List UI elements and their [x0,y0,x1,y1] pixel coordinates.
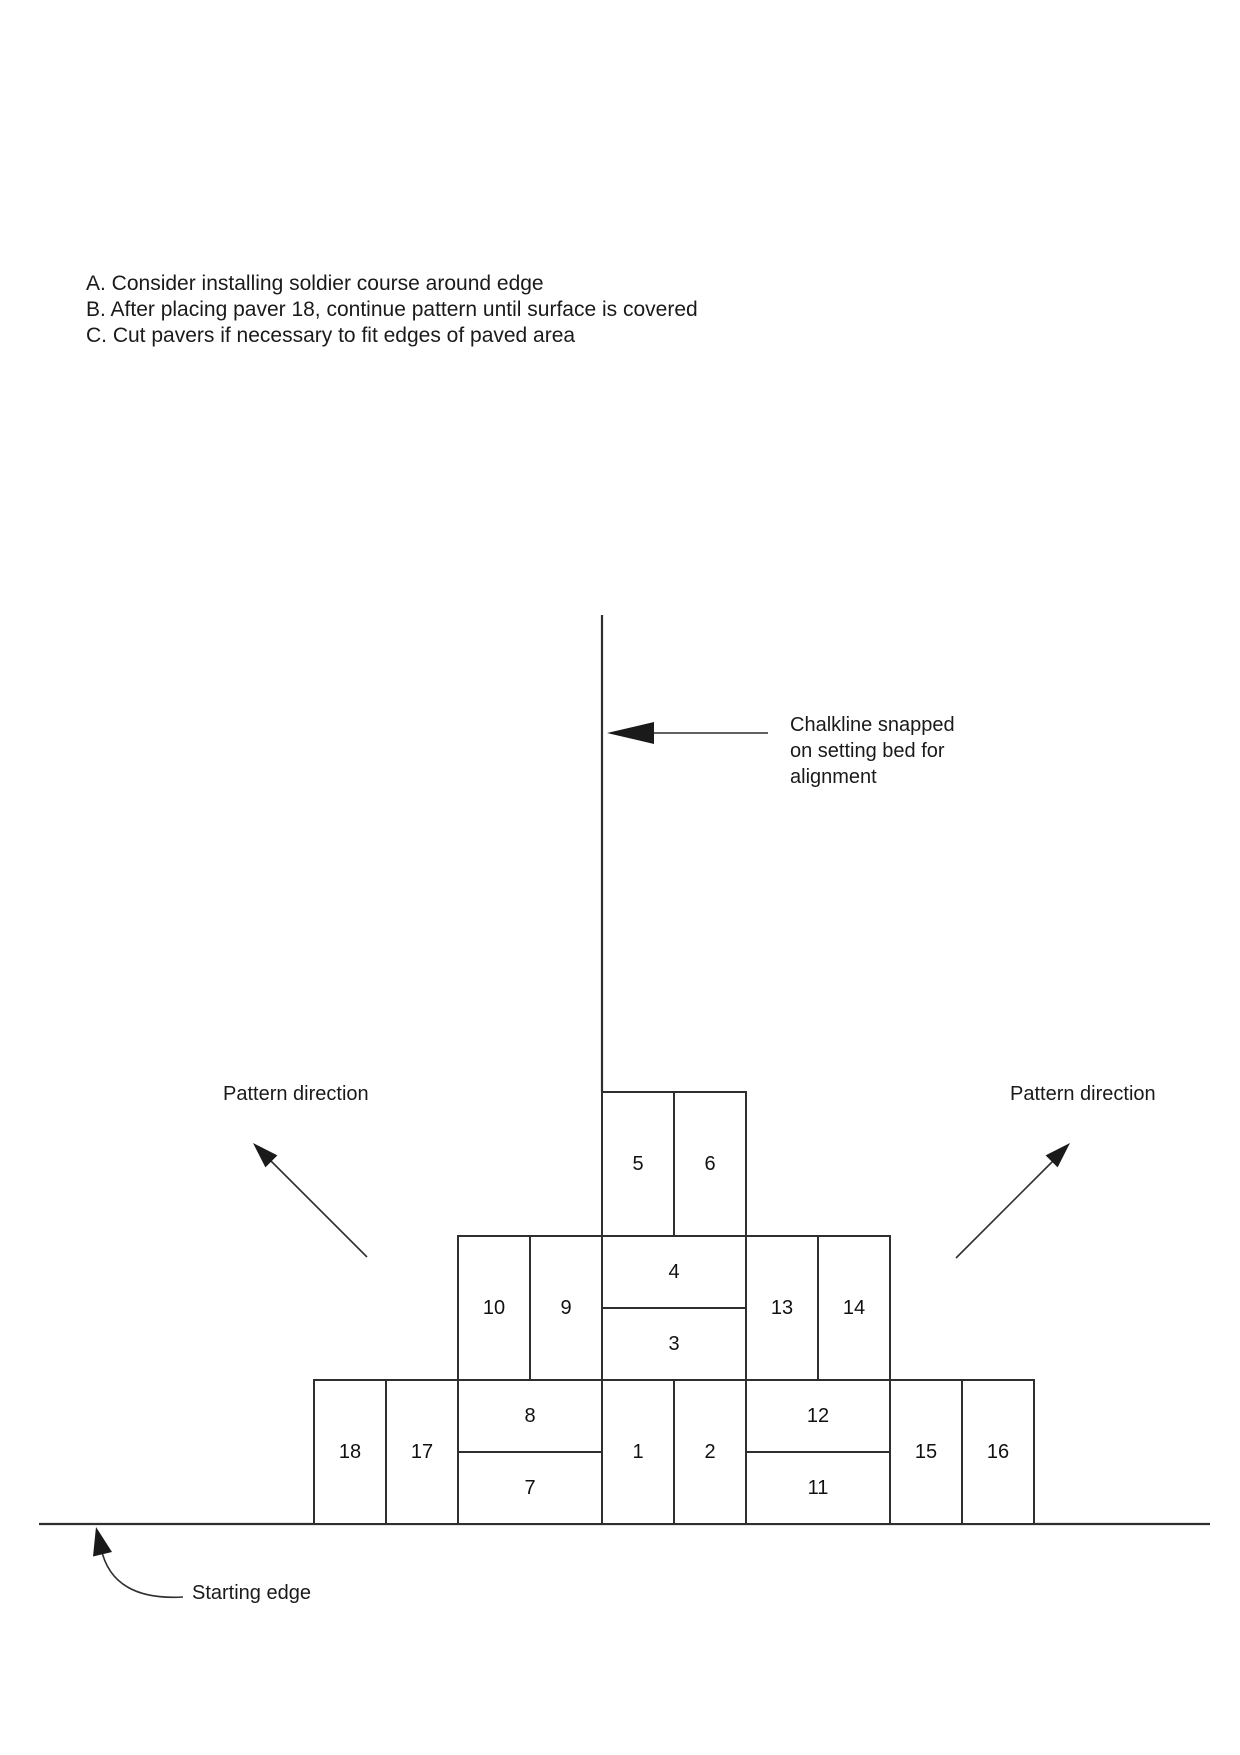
paver-13-number: 13 [770,1297,794,1319]
paver-7 [458,1452,602,1524]
paver-10 [458,1236,530,1380]
paver-8 [458,1380,602,1452]
pattern-direction-right-line [956,1161,1053,1258]
starting-edge-arrow-icon [93,1527,112,1557]
note-c: C. Cut pavers if necessary to fit edges of paved area [86,324,576,347]
paver-12 [746,1380,890,1452]
paver-2-number: 2 [704,1441,716,1463]
pattern-direction-left-label: Pattern direction [223,1083,369,1105]
paver-3 [602,1308,746,1380]
paver-5 [602,1092,674,1236]
paver-4-number: 4 [668,1261,680,1283]
pattern-direction-right-label: Pattern direction [1010,1083,1156,1105]
paver-8-number: 8 [524,1405,536,1427]
paver-13 [746,1236,818,1380]
paver-11-number: 11 [807,1477,829,1499]
paver-9-number: 9 [560,1297,572,1319]
paver-16 [962,1380,1034,1524]
paver-3-number: 3 [668,1333,680,1355]
chalkline-annotation [790,712,955,790]
paver-12-number: 12 [806,1405,830,1427]
paver-15 [890,1380,962,1524]
chalkline-annotation-line1: Chalkline snapped [790,714,955,736]
paver-6 [674,1092,746,1236]
paver-17-number: 17 [410,1441,434,1463]
paver-2 [674,1380,746,1524]
note-b: B. After placing paver 18, continue pattern until surface is covered [86,298,698,321]
paver-18-number: 18 [338,1441,362,1463]
paver-17 [386,1380,458,1524]
paver-14 [818,1236,890,1380]
starting-edge-label: Starting edge [192,1582,311,1604]
note-a: A. Consider installing soldier course around edge [86,272,544,295]
paver-11 [746,1452,890,1524]
chalkline-arrow-icon [607,722,654,744]
paver-1-number: 1 [632,1441,644,1463]
pattern-direction-left-line [269,1159,367,1257]
paver-18 [314,1380,386,1524]
paver-6-number: 6 [704,1153,716,1175]
chalkline-annotation-line2: on setting bed for [790,740,945,762]
starting-edge-leader-curve [101,1548,183,1597]
paver-10-number: 10 [482,1297,506,1319]
paver-14-number: 14 [842,1297,866,1319]
paver-9 [530,1236,602,1380]
paver-1 [602,1380,674,1524]
paver-16-number: 16 [986,1441,1010,1463]
paver-4 [602,1236,746,1308]
chalkline-annotation-line3: alignment [790,766,877,788]
paver-7-number: 7 [524,1477,536,1499]
paver-5-number: 5 [632,1153,644,1175]
paver-15-number: 15 [914,1441,938,1463]
